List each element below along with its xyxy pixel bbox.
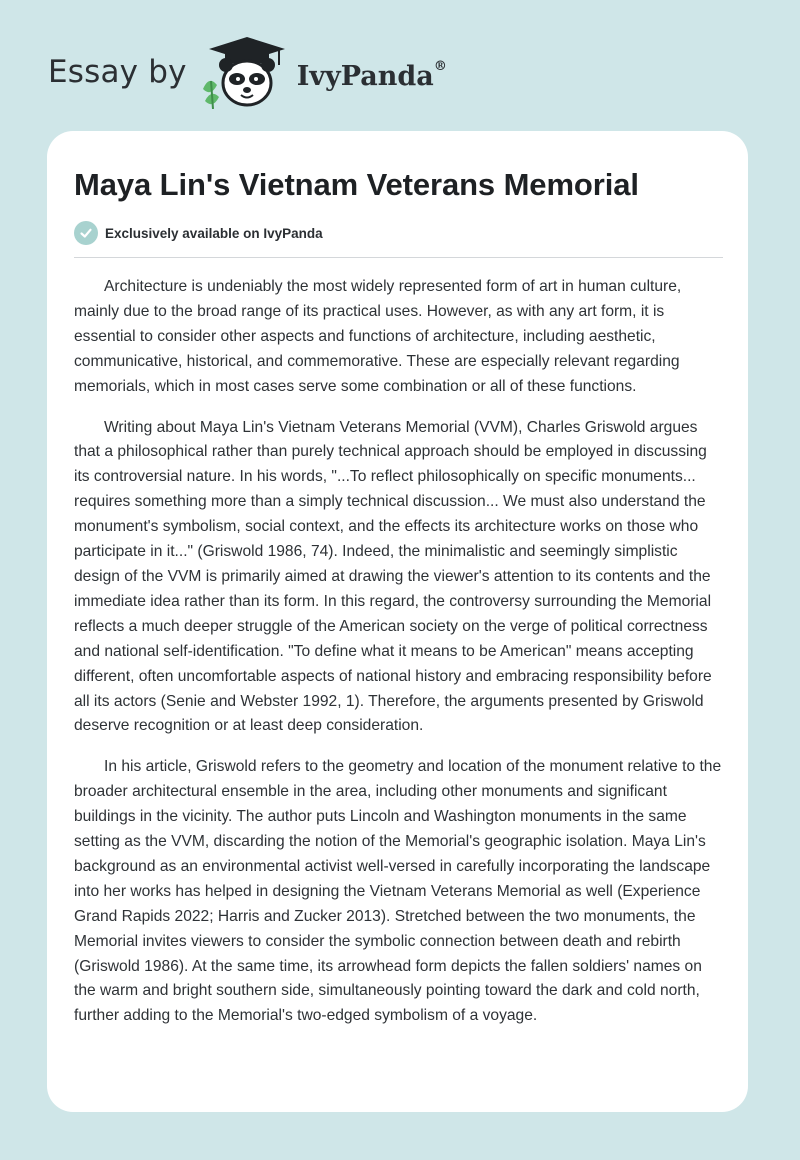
ivypanda-logo-icon[interactable] xyxy=(199,35,291,109)
trademark-symbol: ® xyxy=(433,58,447,74)
badge-text: Exclusively available on IvyPanda xyxy=(105,225,323,241)
essay-body xyxy=(74,275,726,1029)
exclusive-badge xyxy=(74,219,722,247)
essay-card xyxy=(47,131,748,1112)
brand-name[interactable]: IvyPanda® xyxy=(296,58,447,92)
divider xyxy=(74,257,723,258)
check-icon xyxy=(74,221,98,245)
essay-by-label: Essay by xyxy=(48,54,187,90)
site-header xyxy=(48,36,447,108)
paragraph: Writing about Maya Lin's Vietnam Veterans Memorial (VVM), Charles Griswold argues that a philosophical rather than purely technical approach should be employed in discussing its controversial nature. In his words, "...To reflect philosophically on specific monuments... requires something more than a simply technical discussion... We must also understand the monument's symbolism, social context, and the effects its architecture works on those who participate in it..." (Griswold 1986, 74). Indeed, the minimalistic and seemingly simplistic design of the VVM is primarily aimed at drawing the viewer's attention to its contents and the immediate idea rather than its form. In this regard, the controversy surrounding the Memorial reflects a much deeper struggle of the American society on the verge of political correctness and national self-identification. "To define what it means to be American" means accepting different, often uncomfortable aspects of national history and embracing responsibility before all its actors (Senie and Webster 1992, 1). Therefore, the arguments presented by Griswold deserve recognition or at least deep consideration. xyxy=(74,418,712,735)
paragraph: In his article, Griswold refers to the geometry and location of the monument relative to the broader architectural ensemble in the area, including other monuments and significant buildings in the vicinity. The author puts Lincoln and Washington monuments in the same setting as the VVM, discarding the notion of the Memorial's geographic isolation. Maya Lin's background as an environmental activist well-versed in carefully incorporating the landscape into her works has helped in designing the Vietnam Veterans Memorial as well (Experience Grand Rapids 2022; Harris and Zucker 2013). Stretched between the two monuments, the Memorial invites viewers to consider the symbolic connection between death and rebirth (Griswold 1986). At the same time, its arrowhead form depicts the fallen soldiers' names on the warm and bright southern side, simultaneously pointing toward the dark and cold north, further adding to the Memorial's two-edged symbolism of a voyage. xyxy=(74,758,722,1025)
paragraph: Architecture is undeniably the most widely represented form of art in human culture, mainly due to the broad range of its practical uses. However, as with any art form, it is essential to consider other aspects and functions of architecture, including aesthetic, communicative, historical, and commemorative. These are especially relevant regarding memorials, which in most cases serve some combination or all of these functions. xyxy=(74,278,682,395)
essay-title: Maya Lin's Vietnam Veterans Memorial xyxy=(74,167,639,202)
